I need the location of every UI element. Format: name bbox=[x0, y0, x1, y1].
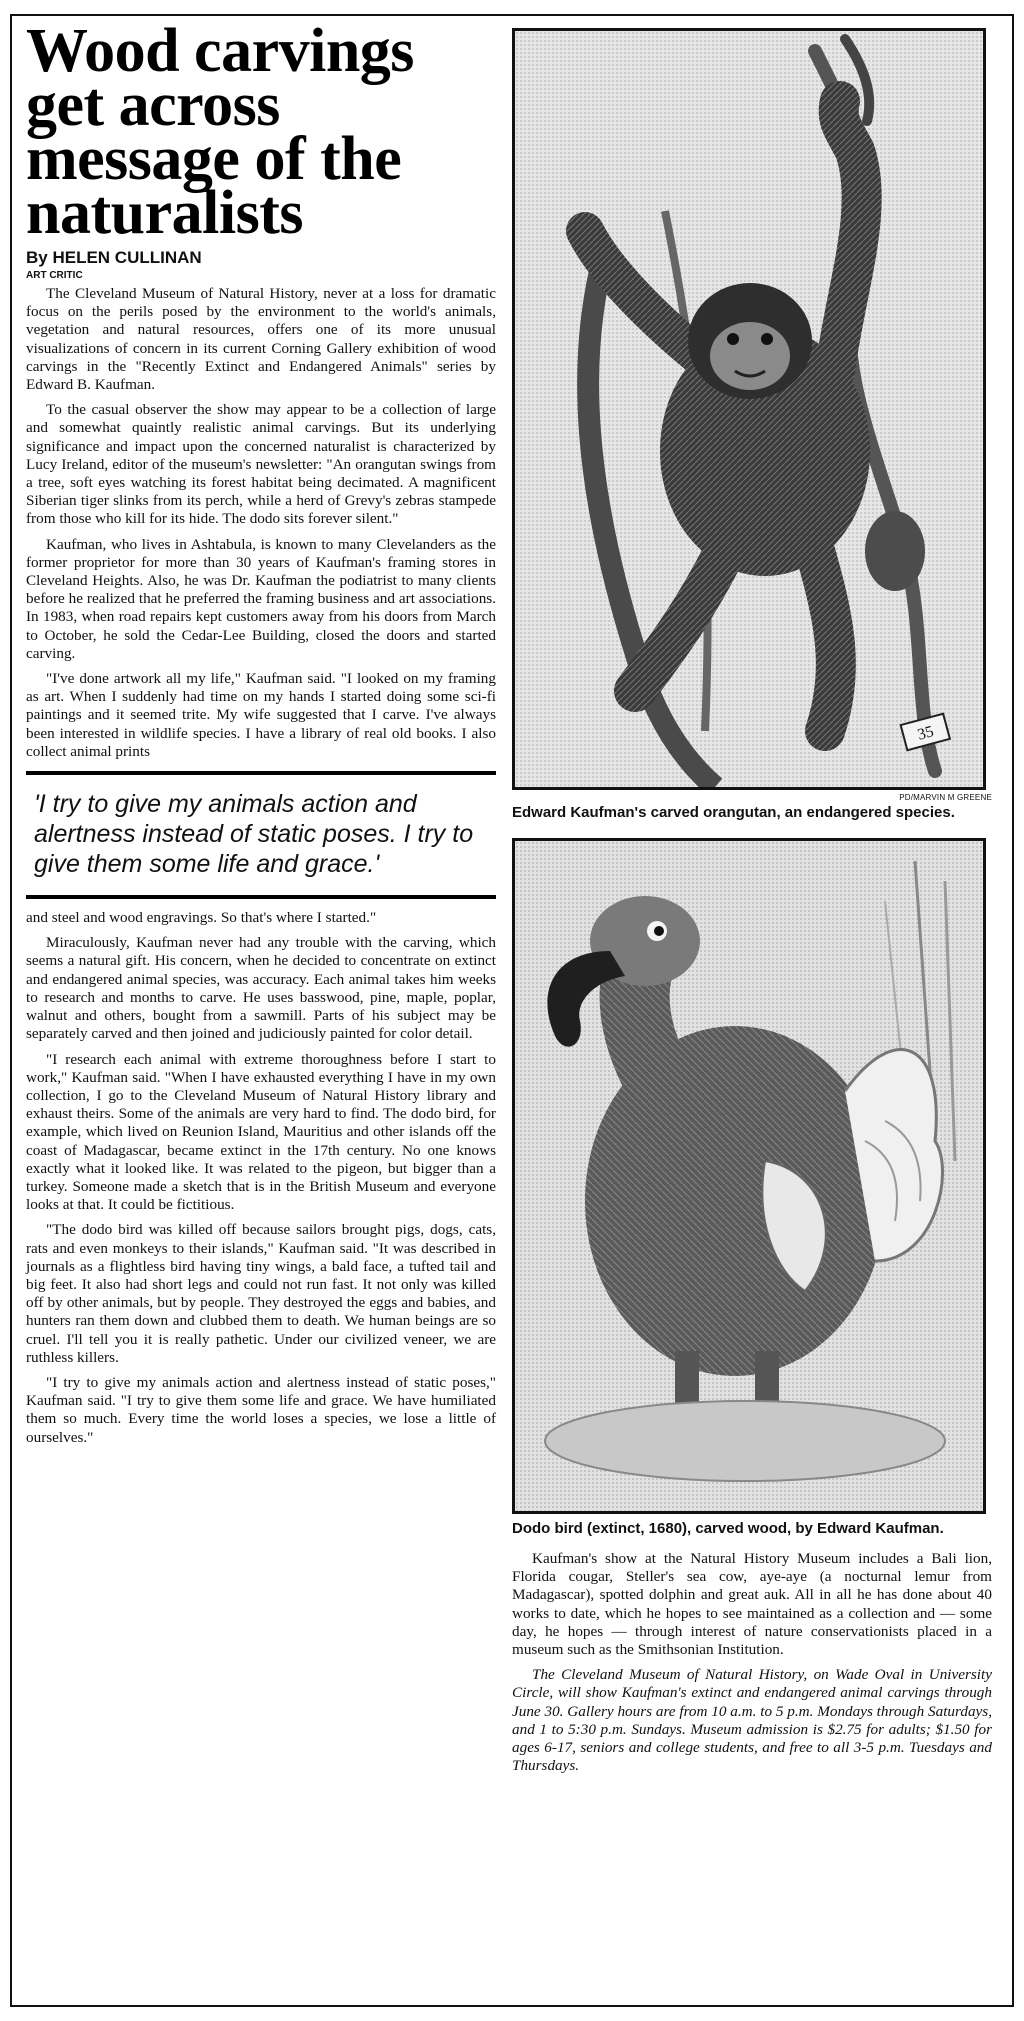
article-body-bottom bbox=[26, 909, 496, 1447]
right-column bbox=[512, 28, 992, 1782]
paragraph: "I've done artwork all my life," Kaufman said. "I looked on my framing as art. When I suddenly had time on my hands I started doing some sci-fi paintings and it seemed trite. My wife suggested that I carve. I've always been interested in wildlife species. I have a library of real old books. I also collect animal prints bbox=[26, 670, 496, 760]
paragraph: The Cleveland Museum of Natural History, never at a loss for dramatic focus on the perils posed by the environment to the world's animals, vegetation and natural resources, offers one of its more unusual visualizations of concern in its current Corning Gallery exhibition of wood carvings in the "Recently Extinct and Endangered Animals" series by Edward B. Kaufman. bbox=[26, 285, 496, 394]
dodo-caption: Dodo bird (extinct, 1680), carved wood, by Edward Kaufman. bbox=[512, 1520, 944, 1537]
paragraph: "I try to give my animals action and alertness instead of static poses," Kaufman said. "I try to give them some life and grace. We have humiliated them so much. Every time the world loses a species, we lose a little of ourselves." bbox=[26, 1373, 496, 1446]
article-body-top bbox=[26, 285, 496, 761]
paragraph: "The dodo bird was killed off because sailors brought pigs, dogs, cats, rats and even monkeys to their islands," Kaufman said. "It was described in journals as a flightless bird having tiny wings, a bald face, a tufted tail and big feet. It also had short legs and could not run fast. It not only was killed off by other animals, but by people. They destroyed the eggs and babies, and hunters ran them down and clubbed them to death. We human beings are so cruel. I'll tell you it is really pathetic. Under our civilized veneer, we are ruthless killers. bbox=[26, 1221, 496, 1366]
left-column bbox=[26, 17, 496, 1454]
dodo-carving-illustration bbox=[515, 841, 983, 1511]
orangutan-photo bbox=[512, 28, 986, 790]
paragraph-continued: and steel and wood engravings. So that's where I started." bbox=[26, 909, 377, 927]
byline: By HELEN CULLINAN bbox=[26, 248, 202, 267]
pull-quote bbox=[26, 771, 496, 899]
orangutan-carving-illustration bbox=[515, 31, 983, 787]
paragraph: Kaufman's show at the Natural History Museum includes a Bali lion, Florida cougar, Steller's sea cow, aye-aye (a nocturnal lemur from Madagascar), spotted dolphin and great auk. All in all he has done about 40 works to date, which he hopes to see maintained as a collection and — some day, he hopes — through interest of nature conservationists placed in a museum such as the Smithsonian Institution. bbox=[512, 1550, 992, 1659]
orangutan-caption: Edward Kaufman's carved orangutan, an endangered species. bbox=[512, 804, 955, 821]
author-role: ART CRITIC bbox=[26, 270, 83, 281]
headline: Wood carvings get across message of the naturalists bbox=[26, 17, 414, 247]
paragraph: Miraculously, Kaufman never had any trouble with the carving, which seems a natural gift. His concern, when he decided to concentrate on extinct and endangered animal species, was accuracy. Each animal takes him weeks to research and months to carve. He uses basswood, pine, maple, poplar, walnut and others, bought from a sawmill. Parts of his subject may be separately carved and then joined and judiciously painted for color detail. bbox=[26, 934, 496, 1043]
paragraph: Kaufman, who lives in Ashtabula, is known to many Clevelanders as the former proprietor for more than 30 years of Kaufman's framing stores in Cleveland Heights. Also, he was Dr. Kaufman the podiatrist to many clients before he realized that he preferred the framing business and art associations. In 1983, when road repairs kept customers away from his doors from March to October, he sold the Cedar-Lee Building, closed the doors and started carving. bbox=[26, 535, 496, 662]
dodo-photo bbox=[512, 838, 986, 1514]
tag-label: 35 bbox=[915, 723, 936, 744]
pull-quote-text: 'I try to give my animals action and alertness instead of static poses. I try to give them some life and grace.' bbox=[34, 790, 474, 879]
paragraph: "I research each animal with extreme thoroughness before I start to work," Kaufman said. "When I have exhausted everything I have in my own collection, I go to the Cleveland Museum of Natural History library and exhaust theirs. Some of the animals are very hard to find. The dodo bird, for example, which lived on Reunion Island, Mauritius and other islands off the coast of Madagascar, became extinct in the 17th century. No one knows exactly what it looked like. It was related to the pigeon, but bigger than a turkey. Someone made a sketch that is in the British Museum and everyone looks at that. It could be fictitious. bbox=[26, 1050, 496, 1214]
paragraph: To the casual observer the show may appear to be a collection of large and somewhat quaintly realistic animal carvings. But its underlying significance and impact upon the concerned naturalist is characterized by Lucy Ireland, editor of the museum's newsletter: "An orangutan swings from a tree, soft eyes watching its forest habitat being decimated. A magnificent Siberian tiger slinks from its perch, while a herd of Grevy's zebras stampede from those who kill for its hide. The dodo sits forever silent." bbox=[26, 401, 496, 528]
exhibit-info: The Cleveland Museum of Natural History, on Wade Oval in University Circle, will show Kaufman's extinct and endangered animal carvings through June 30. Gallery hours are from 10 a.m. to 5 p.m. Mondays through Saturdays, and 1 to 5:30 p.m. Sundays. Museum admission is $2.75 for adults; $1.50 for ages 6-17, seniors and college students, and free to all 3-5 p.m. Tuesdays and Thursdays. bbox=[512, 1666, 992, 1775]
photo-credit: PD/MARVIN M GREENE bbox=[899, 793, 992, 802]
article-body-right bbox=[512, 1550, 992, 1775]
